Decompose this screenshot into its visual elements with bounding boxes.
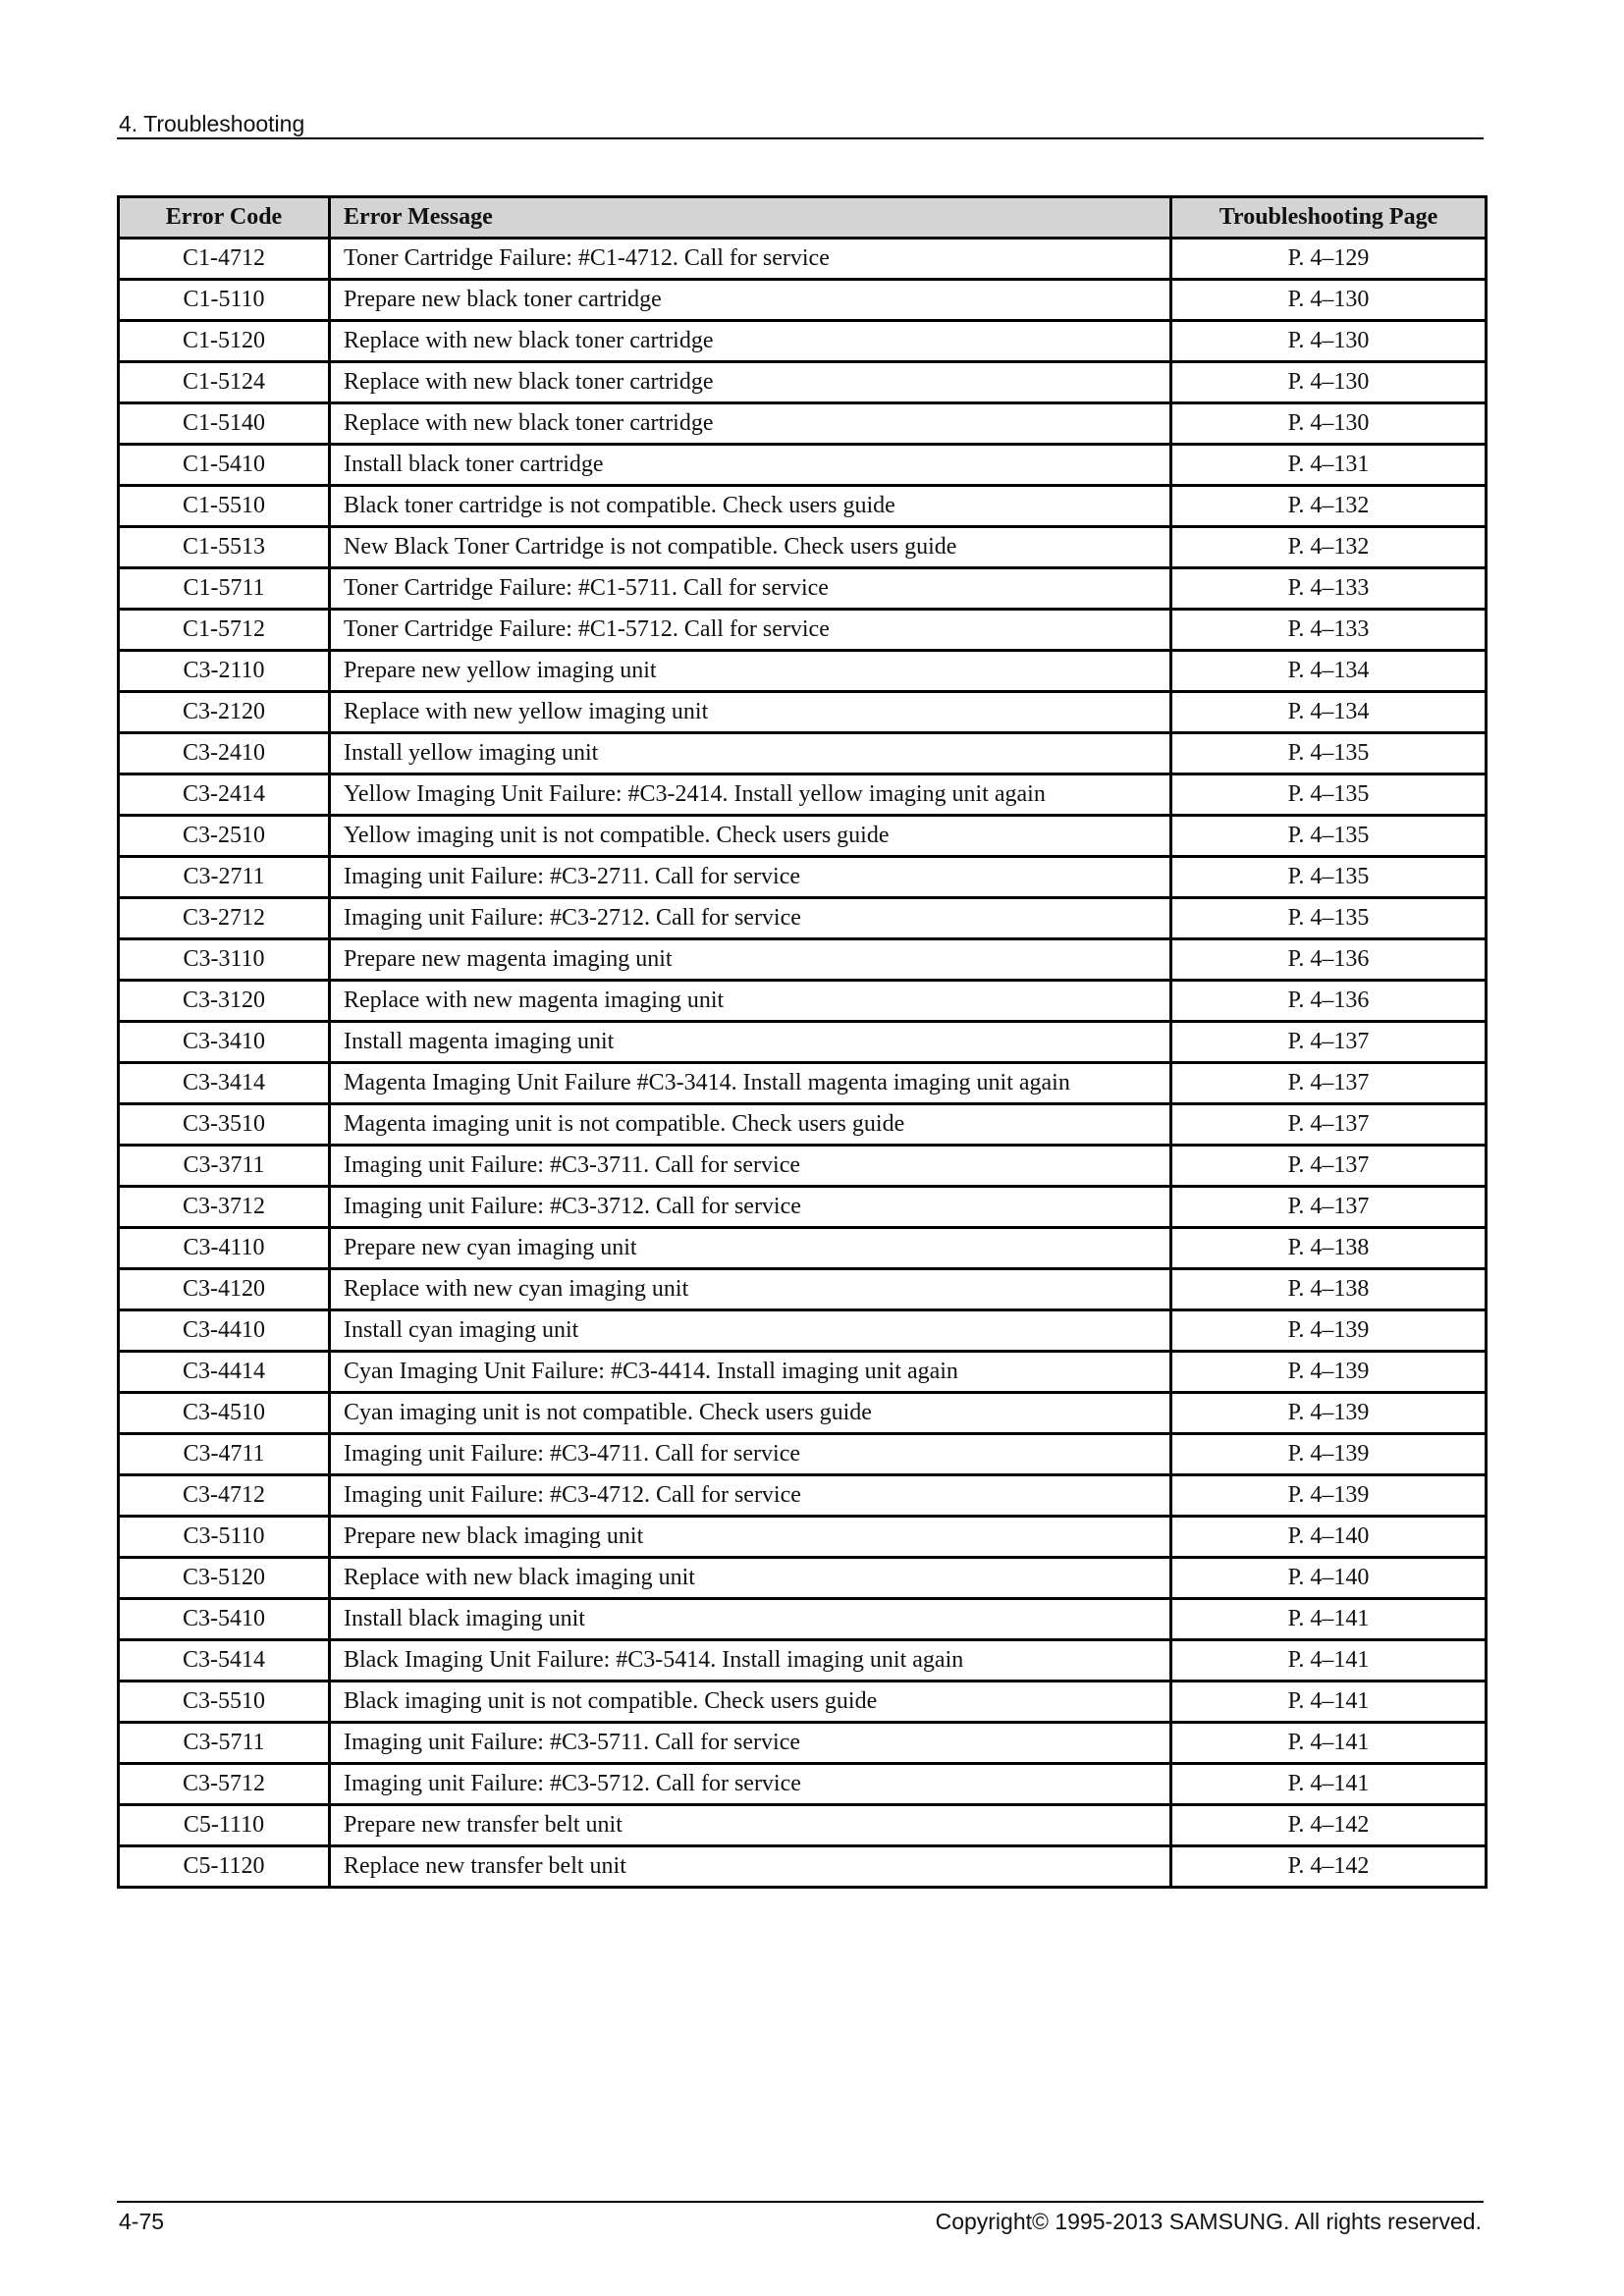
troubleshooting-page-cell: P. 4–130 (1171, 403, 1487, 445)
table-row (119, 1104, 1487, 1146)
table-body (119, 239, 1487, 1888)
error-code-cell: C3-2120 (119, 692, 330, 733)
error-code-cell: C1-5712 (119, 610, 330, 651)
error-message-cell: Imaging unit Failure: #C3-3711. Call for service (330, 1146, 1171, 1187)
troubleshooting-page-cell: P. 4–134 (1171, 692, 1487, 733)
column-header-troubleshooting-page: Troubleshooting Page (1171, 197, 1487, 239)
table-row (119, 857, 1487, 898)
error-message-cell: Imaging unit Failure: #C3-5711. Call for service (330, 1723, 1171, 1764)
table-row (119, 774, 1487, 816)
table-row (119, 1228, 1487, 1269)
error-code-cell: C3-2410 (119, 733, 330, 774)
error-message-cell: Prepare new black toner cartridge (330, 280, 1171, 321)
table-row (119, 362, 1487, 403)
troubleshooting-page-cell: P. 4–135 (1171, 816, 1487, 857)
error-code-cell: C3-2510 (119, 816, 330, 857)
troubleshooting-page-cell: P. 4–136 (1171, 939, 1487, 981)
error-message-cell: Replace with new black toner cartridge (330, 403, 1171, 445)
error-code-cell: C3-3120 (119, 981, 330, 1022)
table-row (119, 1764, 1487, 1805)
table-row (119, 239, 1487, 280)
table-row (119, 568, 1487, 610)
troubleshooting-page-cell: P. 4–137 (1171, 1146, 1487, 1187)
error-code-cell: C3-5110 (119, 1517, 330, 1558)
error-message-cell: Replace with new black toner cartridge (330, 321, 1171, 362)
table-row (119, 1310, 1487, 1352)
troubleshooting-page-cell: P. 4–142 (1171, 1846, 1487, 1888)
error-message-cell: Magenta Imaging Unit Failure #C3-3414. Install magenta imaging unit again (330, 1063, 1171, 1104)
troubleshooting-page-cell: P. 4–133 (1171, 610, 1487, 651)
error-code-cell: C3-3414 (119, 1063, 330, 1104)
troubleshooting-page-cell: P. 4–129 (1171, 239, 1487, 280)
error-code-cell: C1-5410 (119, 445, 330, 486)
error-code-cell: C3-2711 (119, 857, 330, 898)
troubleshooting-page-cell: P. 4–141 (1171, 1723, 1487, 1764)
table-row (119, 445, 1487, 486)
page-number: 4-75 (119, 2209, 165, 2234)
troubleshooting-page-cell: P. 4–137 (1171, 1022, 1487, 1063)
error-code-cell: C1-5120 (119, 321, 330, 362)
error-message-cell: Imaging unit Failure: #C3-4712. Call for service (330, 1475, 1171, 1517)
troubleshooting-page-cell: P. 4–134 (1171, 651, 1487, 692)
error-code-cell: C3-3410 (119, 1022, 330, 1063)
table-row (119, 898, 1487, 939)
error-message-cell: Replace with new cyan imaging unit (330, 1269, 1171, 1310)
troubleshooting-page-cell: P. 4–135 (1171, 857, 1487, 898)
error-message-cell: Replace new transfer belt unit (330, 1846, 1171, 1888)
troubleshooting-page-cell: P. 4–130 (1171, 321, 1487, 362)
table-row (119, 692, 1487, 733)
error-message-cell: Toner Cartridge Failure: #C1-4712. Call for service (330, 239, 1171, 280)
troubleshooting-page-cell: P. 4–136 (1171, 981, 1487, 1022)
error-code-cell: C5-1110 (119, 1805, 330, 1846)
error-code-table-container (117, 195, 1485, 1889)
error-message-cell: Install black toner cartridge (330, 445, 1171, 486)
error-code-cell: C3-2110 (119, 651, 330, 692)
error-code-cell: C3-2712 (119, 898, 330, 939)
error-code-cell: C3-5120 (119, 1558, 330, 1599)
troubleshooting-page-cell: P. 4–141 (1171, 1599, 1487, 1640)
troubleshooting-page-cell: P. 4–132 (1171, 486, 1487, 527)
table-row (119, 651, 1487, 692)
error-message-cell: Toner Cartridge Failure: #C1-5712. Call for service (330, 610, 1171, 651)
troubleshooting-page-cell: P. 4–139 (1171, 1475, 1487, 1517)
troubleshooting-page-cell: P. 4–141 (1171, 1682, 1487, 1723)
troubleshooting-page-cell: P. 4–139 (1171, 1352, 1487, 1393)
error-message-cell: Black Imaging Unit Failure: #C3-5414. Install imaging unit again (330, 1640, 1171, 1682)
troubleshooting-page-cell: P. 4–138 (1171, 1228, 1487, 1269)
table-row (119, 1599, 1487, 1640)
error-message-cell: Prepare new magenta imaging unit (330, 939, 1171, 981)
table-row (119, 1475, 1487, 1517)
error-message-cell: Imaging unit Failure: #C3-2712. Call for service (330, 898, 1171, 939)
error-code-cell: C1-5711 (119, 568, 330, 610)
table-row (119, 1187, 1487, 1228)
error-code-cell: C1-5140 (119, 403, 330, 445)
error-code-cell: C3-3510 (119, 1104, 330, 1146)
error-message-cell: Prepare new cyan imaging unit (330, 1228, 1171, 1269)
troubleshooting-page-cell: P. 4–131 (1171, 445, 1487, 486)
column-header-error-message: Error Message (330, 197, 1171, 239)
table-row (119, 1640, 1487, 1682)
troubleshooting-page-cell: P. 4–140 (1171, 1517, 1487, 1558)
error-code-cell: C3-3711 (119, 1146, 330, 1187)
error-message-cell: Install yellow imaging unit (330, 733, 1171, 774)
error-message-cell: Imaging unit Failure: #C3-4711. Call for service (330, 1434, 1171, 1475)
table-row (119, 939, 1487, 981)
page-footer (117, 2201, 1484, 2240)
troubleshooting-page-cell: P. 4–130 (1171, 280, 1487, 321)
section-title: 4. Troubleshooting (119, 111, 305, 136)
troubleshooting-page-cell: P. 4–139 (1171, 1310, 1487, 1352)
troubleshooting-page-cell: P. 4–135 (1171, 733, 1487, 774)
error-message-cell: Black toner cartridge is not compatible. Check users guide (330, 486, 1171, 527)
table-row (119, 1146, 1487, 1187)
error-code-cell: C3-5711 (119, 1723, 330, 1764)
table-row (119, 1682, 1487, 1723)
table-row (119, 1434, 1487, 1475)
troubleshooting-page-cell: P. 4–135 (1171, 898, 1487, 939)
error-code-cell: C3-4414 (119, 1352, 330, 1393)
error-message-cell: Replace with new black imaging unit (330, 1558, 1171, 1599)
error-message-cell: Install black imaging unit (330, 1599, 1171, 1640)
troubleshooting-page-cell: P. 4–130 (1171, 362, 1487, 403)
error-message-cell: Install magenta imaging unit (330, 1022, 1171, 1063)
error-message-cell: Prepare new black imaging unit (330, 1517, 1171, 1558)
error-code-cell: C3-3712 (119, 1187, 330, 1228)
table-header-row (119, 197, 1487, 239)
table-row (119, 1269, 1487, 1310)
table-row (119, 280, 1487, 321)
troubleshooting-page-cell: P. 4–139 (1171, 1393, 1487, 1434)
error-code-cell: C3-4410 (119, 1310, 330, 1352)
error-code-cell: C5-1120 (119, 1846, 330, 1888)
table-row (119, 981, 1487, 1022)
troubleshooting-page-cell: P. 4–141 (1171, 1764, 1487, 1805)
error-message-cell: Toner Cartridge Failure: #C1-5711. Call for service (330, 568, 1171, 610)
table-row (119, 321, 1487, 362)
table-row (119, 1022, 1487, 1063)
table-row (119, 1352, 1487, 1393)
troubleshooting-page-cell: P. 4–135 (1171, 774, 1487, 816)
error-message-cell: Yellow imaging unit is not compatible. Check users guide (330, 816, 1171, 857)
column-header-error-code: Error Code (119, 197, 330, 239)
table-row (119, 1517, 1487, 1558)
error-code-cell: C3-2414 (119, 774, 330, 816)
error-message-cell: Yellow Imaging Unit Failure: #C3-2414. Install yellow imaging unit again (330, 774, 1171, 816)
troubleshooting-page-cell: P. 4–137 (1171, 1187, 1487, 1228)
error-code-cell: C1-5513 (119, 527, 330, 568)
error-code-cell: C3-5410 (119, 1599, 330, 1640)
troubleshooting-page-cell: P. 4–133 (1171, 568, 1487, 610)
troubleshooting-page-cell: P. 4–142 (1171, 1805, 1487, 1846)
page-header (117, 110, 1484, 139)
error-code-cell: C1-4712 (119, 239, 330, 280)
copyright-notice: Copyright© 1995-2013 SAMSUNG. All rights reserved. (935, 2209, 1482, 2234)
error-message-cell: Cyan imaging unit is not compatible. Check users guide (330, 1393, 1171, 1434)
error-message-cell: Replace with new magenta imaging unit (330, 981, 1171, 1022)
error-message-cell: Imaging unit Failure: #C3-5712. Call for service (330, 1764, 1171, 1805)
troubleshooting-page-cell: P. 4–137 (1171, 1104, 1487, 1146)
error-code-cell: C3-4711 (119, 1434, 330, 1475)
table-row (119, 403, 1487, 445)
error-code-cell: C3-5510 (119, 1682, 330, 1723)
error-message-cell: Cyan Imaging Unit Failure: #C3-4414. Install imaging unit again (330, 1352, 1171, 1393)
troubleshooting-page-cell: P. 4–141 (1171, 1640, 1487, 1682)
error-code-cell: C3-4120 (119, 1269, 330, 1310)
troubleshooting-page-cell: P. 4–140 (1171, 1558, 1487, 1599)
table-row (119, 816, 1487, 857)
error-message-cell: Install cyan imaging unit (330, 1310, 1171, 1352)
error-message-cell: Prepare new yellow imaging unit (330, 651, 1171, 692)
error-code-cell: C3-5414 (119, 1640, 330, 1682)
error-message-cell: New Black Toner Cartridge is not compatible. Check users guide (330, 527, 1171, 568)
error-code-cell: C3-5712 (119, 1764, 330, 1805)
troubleshooting-page-cell: P. 4–137 (1171, 1063, 1487, 1104)
table-row (119, 1393, 1487, 1434)
error-code-cell: C1-5510 (119, 486, 330, 527)
table-row (119, 733, 1487, 774)
error-code-cell: C3-4510 (119, 1393, 330, 1434)
table-row (119, 527, 1487, 568)
table-row (119, 1846, 1487, 1888)
error-code-table (117, 195, 1488, 1889)
troubleshooting-page-cell: P. 4–132 (1171, 527, 1487, 568)
table-row (119, 1723, 1487, 1764)
error-message-cell: Replace with new black toner cartridge (330, 362, 1171, 403)
error-code-cell: C3-3110 (119, 939, 330, 981)
troubleshooting-page-cell: P. 4–138 (1171, 1269, 1487, 1310)
error-code-cell: C3-4712 (119, 1475, 330, 1517)
table-row (119, 1558, 1487, 1599)
error-message-cell: Magenta imaging unit is not compatible. Check users guide (330, 1104, 1171, 1146)
troubleshooting-page-cell: P. 4–139 (1171, 1434, 1487, 1475)
table-row (119, 1063, 1487, 1104)
error-code-cell: C1-5124 (119, 362, 330, 403)
table-row (119, 610, 1487, 651)
table-row (119, 1805, 1487, 1846)
error-message-cell: Imaging unit Failure: #C3-2711. Call for service (330, 857, 1171, 898)
error-code-cell: C1-5110 (119, 280, 330, 321)
error-code-cell: C3-4110 (119, 1228, 330, 1269)
error-message-cell: Black imaging unit is not compatible. Check users guide (330, 1682, 1171, 1723)
error-message-cell: Prepare new transfer belt unit (330, 1805, 1171, 1846)
error-message-cell: Imaging unit Failure: #C3-3712. Call for service (330, 1187, 1171, 1228)
error-message-cell: Replace with new yellow imaging unit (330, 692, 1171, 733)
table-row (119, 486, 1487, 527)
